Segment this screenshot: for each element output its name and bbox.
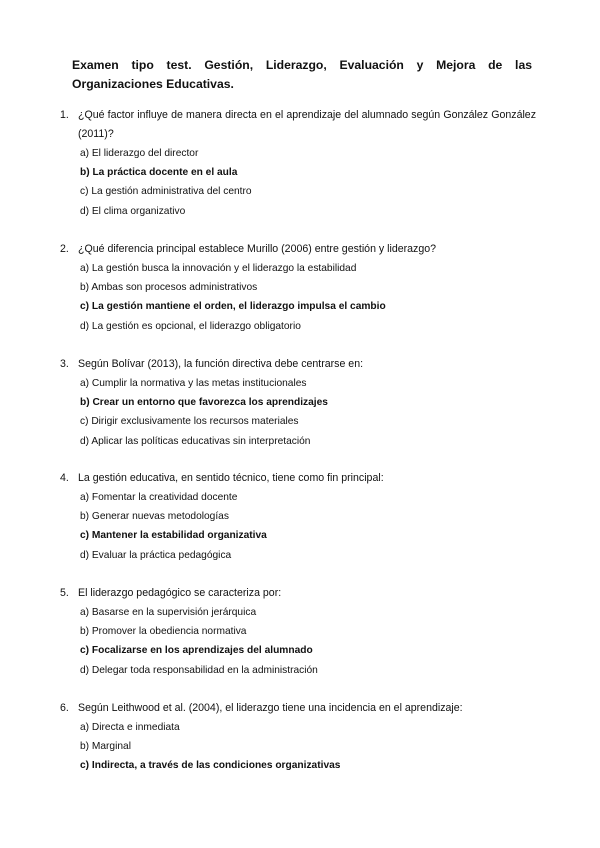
option-b: b) Promover la obediencia normativa	[80, 626, 247, 638]
option-d: d) Aplicar las políticas educativas sin interpretación	[80, 435, 311, 447]
options-list	[80, 259, 520, 336]
question-text: La gestión educativa, en sentido técnico, tiene como fin principal:	[78, 472, 384, 484]
option-a: a) Basarse en la supervisión jerárquica	[80, 607, 257, 618]
option-c-correct: c) Focalizarse en los aprendizajes del alumnado	[80, 645, 313, 657]
options-list	[80, 488, 520, 565]
option-a: a) Directa e inmediata	[80, 722, 180, 733]
option-c-correct: c) Indirecta, a través de las condiciones organizativas	[80, 760, 341, 772]
option-c: c) La gestión administrativa del centro	[80, 186, 252, 198]
options-list	[80, 603, 520, 680]
question-number: 2.	[60, 243, 69, 255]
option-a: a) El liderazgo del director	[80, 148, 199, 159]
option-c: c) Dirigir exclusivamente los recursos materiales	[80, 416, 299, 428]
question-text: Según Leithwood et al. (2004), el liderazgo tiene una incidencia en el aprendizaje:	[78, 702, 463, 714]
question-text: El liderazgo pedagógico se caracteriza por:	[78, 587, 282, 599]
option-b: b) Ambas son procesos administrativos	[80, 282, 258, 294]
option-b: b) Generar nuevas metodologías	[80, 511, 229, 523]
option-a: a) Cumplir la normativa y las metas institucionales	[80, 378, 307, 389]
option-d: d) El clima organizativo	[80, 205, 186, 217]
question-number: 1.	[60, 109, 69, 121]
options-list	[80, 718, 520, 776]
question-number: 5.	[60, 587, 69, 599]
option-b-correct: b) Crear un entorno que favorezca los aprendizajes	[80, 397, 328, 409]
options-list	[80, 374, 520, 451]
question-text: ¿Qué factor influye de manera directa en el aprendizaje del alumnado según González González (2011)?	[78, 109, 536, 140]
option-b-correct: b) La práctica docente en el aula	[80, 167, 238, 179]
option-d: d) Evaluar la práctica pedagógica	[80, 549, 232, 561]
option-c-correct: c) La gestión mantiene el orden, el liderazgo impulsa el cambio	[80, 301, 386, 313]
question-number: 6.	[60, 702, 69, 714]
options-list	[80, 144, 520, 221]
question-text: ¿Qué diferencia principal establece Murillo (2006) entre gestión y liderazgo?	[78, 243, 437, 255]
exam-title: Examen tipo test. Gestión, Liderazgo, Evaluación y Mejora de las Organizaciones Educativas.	[72, 58, 532, 91]
option-b: b) Marginal	[80, 741, 131, 753]
question-text: Según Bolívar (2013), la función directiva debe centrarse en:	[78, 358, 364, 370]
option-a: a) La gestión busca la innovación y el liderazgo la estabilidad	[80, 263, 357, 274]
question-number: 3.	[60, 358, 69, 370]
option-d: d) Delegar toda responsabilidad en la administración	[80, 664, 318, 676]
question-number: 4.	[60, 472, 69, 484]
option-d: d) La gestión es opcional, el liderazgo obligatorio	[80, 320, 301, 332]
option-c-correct: c) Mantener la estabilidad organizativa	[80, 530, 267, 542]
option-a: a) Fomentar la creatividad docente	[80, 492, 238, 503]
